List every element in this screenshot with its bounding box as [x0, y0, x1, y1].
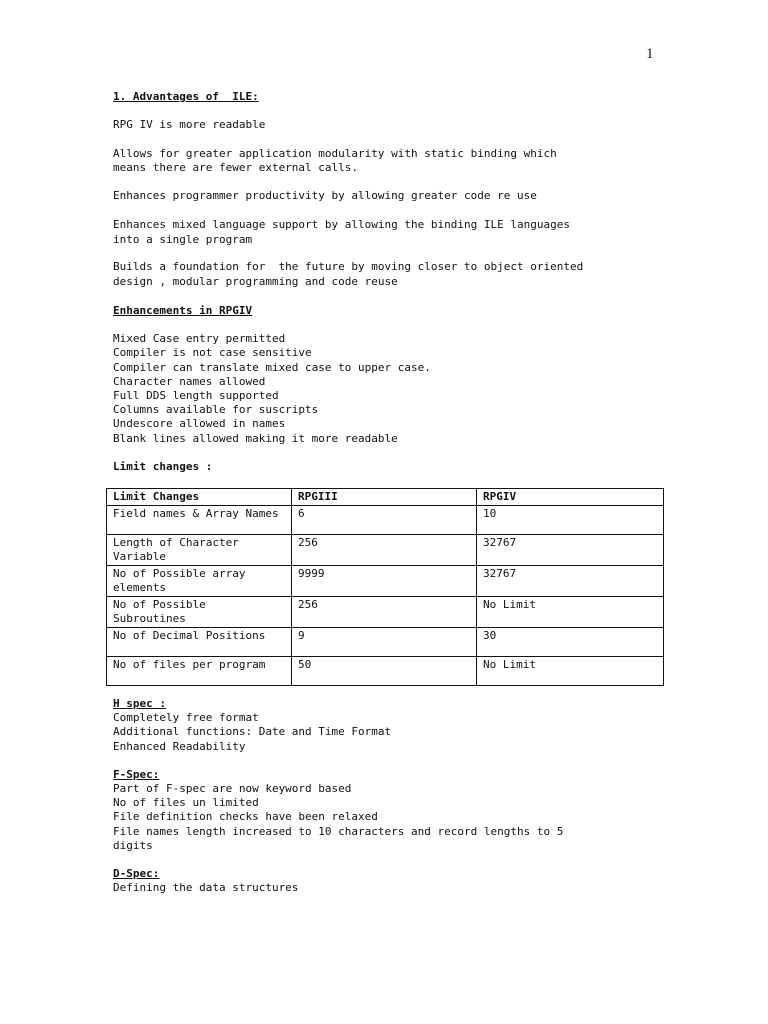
advantage-line: means there are fewer external calls. — [113, 161, 359, 174]
advantage-line: Allows for greater application modularity with static binding which — [113, 147, 557, 160]
table-cell: No Limit — [477, 596, 664, 627]
h-spec-heading: H spec : — [113, 697, 166, 710]
table-cell: 10 — [477, 505, 664, 534]
table-row — [107, 656, 664, 685]
table-row — [107, 565, 664, 596]
table-cell: 256 — [292, 596, 477, 627]
advantage-line: Builds a foundation for the future by moving closer to object oriented — [113, 260, 584, 273]
table-row — [107, 596, 664, 627]
enhancement-item: Full DDS length supported — [113, 389, 279, 402]
h-spec-line: Completely free format — [113, 711, 259, 724]
table-row — [107, 627, 664, 656]
advantage-line: RPG IV is more readable — [113, 118, 266, 131]
f-spec-heading: F-Spec: — [113, 768, 160, 781]
table-cell: 30 — [477, 627, 664, 656]
advantage-line: Enhances programmer productivity by allowing greater code re use — [113, 189, 537, 202]
column-header: Limit Changes — [107, 489, 292, 506]
table-row — [107, 505, 664, 534]
f-spec-line: Part of F-spec are now keyword based — [113, 782, 352, 795]
enhancement-item: Columns available for suscripts — [113, 403, 319, 416]
enhancement-item: Mixed Case entry permitted — [113, 332, 286, 345]
page-number: 1 — [646, 46, 654, 62]
column-header: RPGIV — [477, 489, 664, 506]
table-cell: 6 — [292, 505, 477, 534]
advantage-line: into a single program — [113, 233, 253, 246]
table-header-row — [107, 489, 664, 506]
advantages-heading: 1. Advantages of ILE: — [113, 90, 259, 103]
table-cell: 9 — [292, 627, 477, 656]
table-row — [107, 534, 664, 565]
advantage-line: Enhances mixed language support by allowing the binding ILE languages — [113, 218, 570, 231]
table-cell: 32767 — [477, 534, 664, 565]
enhancement-item: Character names allowed — [113, 375, 266, 388]
h-spec-line: Enhanced Readability — [113, 740, 246, 753]
table-cell: No Limit — [477, 656, 664, 685]
f-spec-line: digits — [113, 839, 153, 852]
limit-changes-table — [106, 488, 664, 686]
enhancement-item: Blank lines allowed making it more readable — [113, 432, 398, 445]
enhancement-item: Compiler is not case sensitive — [113, 346, 312, 359]
f-spec-line: File names length increased to 10 characters and record lengths to 5 — [113, 825, 564, 838]
enhancement-item: Undescore allowed in names — [113, 417, 286, 430]
table-cell: 256 — [292, 534, 477, 565]
table-cell: No of Possible array elements — [107, 565, 292, 596]
table-cell: 32767 — [477, 565, 664, 596]
table-cell: No of files per program — [107, 656, 292, 685]
d-spec-line: Defining the data structures — [113, 881, 299, 894]
table-cell: Length of Character Variable — [107, 534, 292, 565]
f-spec-line: No of files un limited — [113, 796, 259, 809]
table-cell: No of Decimal Positions — [107, 627, 292, 656]
table-cell: 9999 — [292, 565, 477, 596]
table-cell: No of Possible Subroutines — [107, 596, 292, 627]
h-spec-line: Additional functions: Date and Time Format — [113, 725, 392, 738]
column-header: RPGIII — [292, 489, 477, 506]
limit-changes-heading: Limit changes : — [113, 460, 213, 473]
enhancements-heading: Enhancements in RPGIV — [113, 304, 253, 317]
d-spec-heading: D-Spec: — [113, 867, 160, 880]
advantage-line: design , modular programming and code reuse — [113, 275, 398, 288]
table-cell: 50 — [292, 656, 477, 685]
enhancement-item: Compiler can translate mixed case to upper case. — [113, 361, 431, 374]
table-cell: Field names & Array Names — [107, 505, 292, 534]
f-spec-line: File definition checks have been relaxed — [113, 810, 378, 823]
